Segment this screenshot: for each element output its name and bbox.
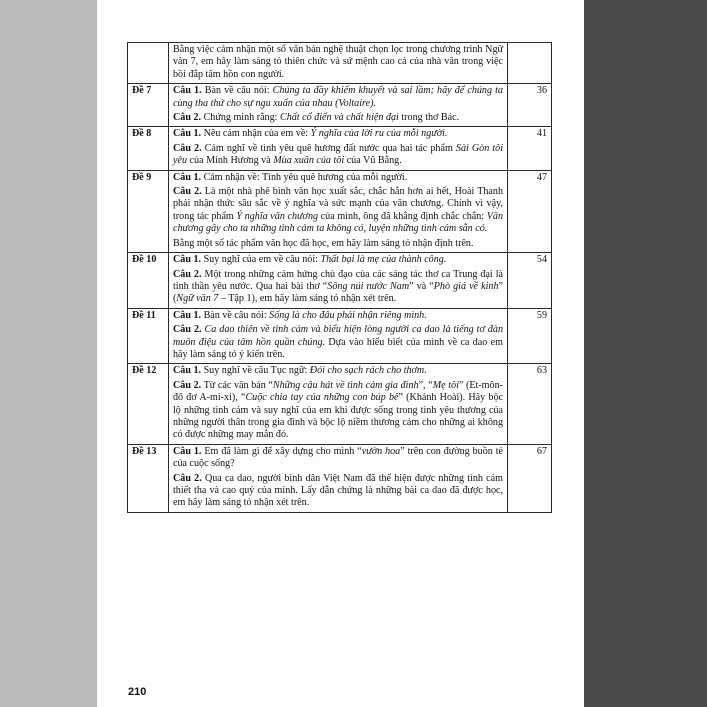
question-label: Câu 1. (173, 309, 202, 321)
table-row (128, 84, 552, 127)
question-label: Câu 1. (173, 365, 202, 377)
question-text: Từ các văn bản “ (201, 379, 273, 391)
question-text: của Vũ Bằng. (344, 155, 402, 167)
question-text: ”, “ (418, 379, 433, 391)
question-paragraph (173, 365, 503, 377)
question-paragraph (173, 324, 503, 361)
question-text: ” ( (173, 280, 503, 305)
quoted-text: Ý nghĩa văn chương (236, 210, 319, 222)
exam-number: Đề 11 (128, 308, 169, 364)
question-paragraph (173, 254, 503, 266)
intro-page-cell (508, 43, 552, 84)
question-cell (169, 364, 508, 444)
table-of-contents (127, 42, 552, 513)
question-label: Câu 2. (173, 268, 202, 280)
page-ref: 63 (508, 364, 552, 444)
page-ref: 59 (508, 308, 552, 364)
table-row (128, 253, 552, 309)
book-page (97, 0, 584, 707)
question-text: Cảm nhận về: Tình yêu quê hương của mỗi người. (201, 171, 408, 183)
question-paragraph (173, 143, 503, 168)
question-cell (169, 444, 508, 512)
quoted-text: Những câu hát về tình cảm gia đình (272, 379, 419, 391)
exam-number: Đề 13 (128, 444, 169, 512)
question-text: Một trong những cảm hứng chủ đạo của các sáng tác thơ ca Trung đại là tinh thần yêu nước. Qua hai bài thơ “ (173, 268, 503, 292)
exam-number: Đề 12 (128, 364, 169, 444)
intro-text-cell (169, 43, 508, 84)
question-text: Suy nghĩ của em về câu nói: (201, 254, 321, 266)
quoted-text: Mùa xuân của tôi (273, 155, 345, 167)
table-row (128, 364, 552, 444)
question-paragraph (173, 310, 503, 322)
question-label: Câu 2. (173, 324, 202, 336)
page-ref: 67 (508, 444, 552, 512)
exam-number: Đề 7 (128, 84, 169, 127)
quoted-text: Ý nghĩa của lời ru của mỗi người. (310, 128, 448, 140)
question-text: ” (Et-môn-đô đơ A-mi-xi), “ (173, 379, 503, 404)
question-paragraph (173, 446, 503, 471)
exam-number: Đề 9 (128, 170, 169, 252)
table-row (128, 127, 552, 170)
quoted-text: Thất bại là mẹ của thành công. (320, 254, 447, 266)
question-paragraph (173, 186, 503, 236)
question-text: Qua ca dao, người bình dân Việt Nam đã thể hiện được những tình cảm thiết tha và cao quý của mình. Lấy dẫn chứng là những bài ca dao đã được học, em hãy làm sáng tỏ nhận xét trên. (173, 472, 503, 509)
question-text: trong thơ Bác. (398, 112, 460, 124)
question-label: Câu 1. (173, 445, 202, 457)
question-text: Bàn về câu nói: (201, 85, 273, 97)
page-ref: 47 (508, 170, 552, 252)
question-cell (169, 84, 508, 127)
question-paragraph (173, 473, 503, 510)
question-text: Dựa vào hiểu biết của mình về ca dao em hãy làm sáng tỏ ý kiến trên. (173, 336, 503, 360)
question-paragraph (173, 172, 503, 184)
quoted-text: Ngữ văn 7 (176, 293, 219, 305)
question-paragraph (173, 238, 503, 250)
quoted-text: Phò giá về kinh (433, 280, 499, 292)
question-text: Suy nghĩ về câu Tục ngữ: (201, 365, 310, 377)
question-paragraph (173, 380, 503, 442)
question-text: Nêu cảm nhận của em về: (201, 128, 311, 140)
left-background (0, 0, 97, 707)
intro-text: Bằng việc cảm nhận một số văn bản nghệ thuật chọn lọc trong chương trình Ngữ văn 7, em hãy làm sáng tỏ thiên chức và sứ mệnh cao cả của nhà văn trong việc bồi đắp tâm hồn con người. (173, 44, 503, 80)
question-text: Bằng một số tác phẩm văn học đã học, em hãy làm sáng tỏ nhận định trên. (173, 237, 474, 249)
quoted-text: Sống là cho đâu phải nhận riêng mình. (269, 309, 427, 321)
quoted-text: Sông núi nước Nam (327, 280, 410, 292)
exam-number: Đề 10 (128, 253, 169, 309)
quoted-text: Sài Gòn tôi yêu (173, 142, 503, 167)
question-text: ” và “ (409, 280, 434, 292)
question-cell (169, 127, 508, 170)
quoted-text: Ca dao thiên về tình cảm và biểu hiện lòng người ca dao là tiếng tơ đàn muôn điệu của tâm hồn quần chúng. (173, 324, 503, 348)
page-ref: 54 (508, 253, 552, 309)
question-text: Là một nhà phê bình văn học xuất sắc, chắc hẳn hơn ai hết, Hoài Thanh phải nhận thức sâu sắc về ý nghĩa và sức mạnh của văn chương. Chính vì vậy, trong tác phẩm (173, 186, 503, 222)
page-ref: 41 (508, 127, 552, 170)
question-text: Em đã làm gì để xây dựng cho mình “ (201, 445, 362, 457)
question-cell (169, 170, 508, 252)
question-text: ” (Khánh Hoài). Hãy bộc lộ những tình cảm và suy nghĩ của em khi được sống trong tình yêu thương của những người thân trong gia đình và bộc lộ niềm thương cảm cho những ai không có được những may mắn đó. (173, 392, 503, 441)
question-label: Câu 1. (173, 128, 202, 140)
question-cell (169, 308, 508, 364)
table-row (128, 444, 552, 512)
question-cell (169, 253, 508, 309)
question-label: Câu 2. (173, 112, 202, 124)
quoted-text: Mẹ tôi (432, 379, 459, 391)
question-label: Câu 1. (173, 85, 202, 97)
question-text: ” trên con đường buồn tẻ của cuộc sống? (173, 445, 503, 470)
question-label: Câu 2. (173, 186, 202, 198)
question-text: của mình, ông đã khẳng định chắc chắn: (318, 210, 487, 222)
question-label: Câu 2. (173, 472, 202, 484)
question-paragraph (173, 112, 503, 124)
question-paragraph (173, 85, 503, 110)
quoted-text: vườn hoa (361, 445, 401, 457)
question-text: Cảm nghĩ về tình yêu quê hương đất nước qua hai tác phẩm (201, 142, 456, 154)
question-paragraph (173, 128, 503, 140)
quoted-text: Đói cho sạch rách cho thơm. (309, 365, 427, 377)
table-row (128, 308, 552, 364)
question-label: Câu 2. (173, 142, 202, 154)
page-number: 210 (128, 686, 147, 698)
intro-num-cell (128, 43, 169, 84)
question-label: Câu 1. (173, 254, 202, 266)
exam-number: Đề 8 (128, 127, 169, 170)
question-label: Câu 2. (173, 379, 202, 391)
right-background (584, 0, 707, 707)
question-paragraph (173, 269, 503, 306)
question-text: Bàn về câu nói: (201, 309, 270, 321)
question-text: Chứng minh rằng: (201, 112, 280, 124)
quoted-text: Chất cổ điển và chất hiện đại (279, 112, 399, 124)
question-text: của Minh Hương và (187, 155, 274, 167)
quoted-text: Văn chương gây cho ta những tình cảm ta không có, luyện những tình cảm sẵn có. (173, 210, 503, 235)
question-text: – Tập 1), em hãy làm sáng tỏ nhận xét trên. (218, 293, 397, 305)
quoted-text: Chúng ta đầy khiếm khuyết và sai lầm; hãy để chúng ta cùng tha thứ cho sự ngu xuẩn của nhau (Voltaire). (173, 85, 503, 109)
quoted-text: Cuộc chia tay của những con búp bê (245, 392, 399, 404)
question-label: Câu 1. (173, 171, 202, 183)
table-row (128, 170, 552, 252)
page-ref: 36 (508, 84, 552, 127)
intro-row (128, 43, 552, 84)
